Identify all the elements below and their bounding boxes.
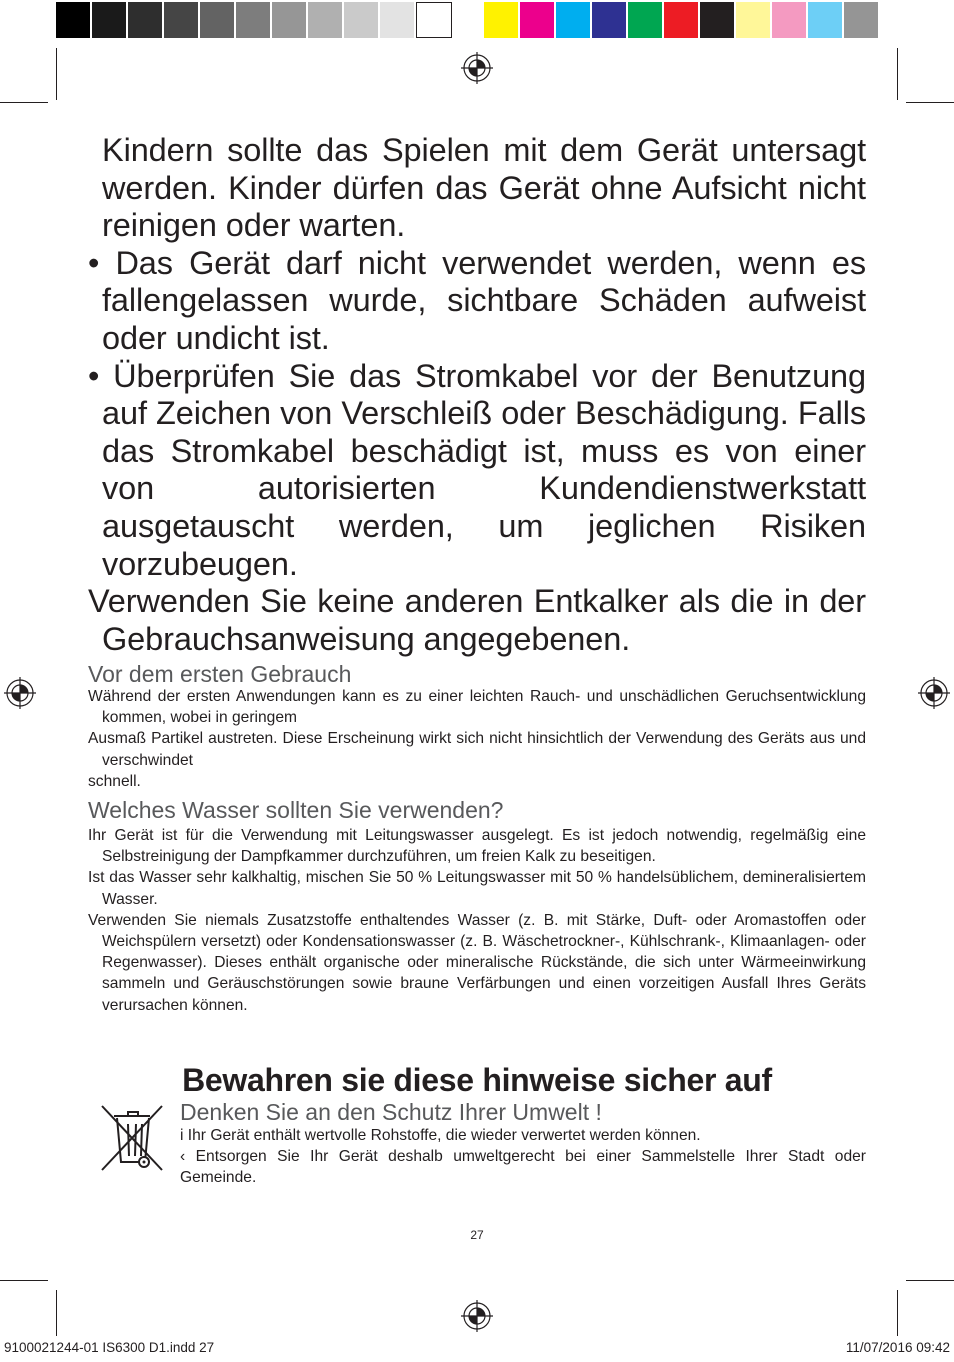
color-swatch: [556, 2, 592, 38]
crop-mark: [56, 1290, 57, 1336]
color-swatch: [484, 2, 520, 38]
color-swatch: [772, 2, 808, 38]
registration-mark-icon: [461, 52, 493, 84]
crop-mark: [897, 48, 898, 100]
body-paragraph: Verwenden Sie niemals Zusatzstoffe enthaltendes Wasser (z. B. mit Stärke, Duft- oder Aromastoffen oder Weichspülern versetzt) oder Kondensationswasser (z. B. Wäschetrockner-, Kühlschrank-, Klimaanlagen- oder Regenwasser). Dieses enthält organische oder mineralische Rückstände, die sich unter Wärmeeinwirkung sammeln und Geräuschstörungen sowie braune Verfärbungen und einen vorzeitigen Ausfall Ihres Geräts verursachen können.: [88, 911, 866, 1014]
gray-swatch: [416, 2, 452, 38]
section-body: [88, 686, 866, 792]
color-swatch: [844, 2, 880, 38]
registration-mark-icon: [4, 677, 36, 709]
gray-swatch: [164, 2, 200, 38]
body-paragraph: Während der ersten Anwendungen kann es zu einer leichten Rauch- und unschädlichen Geruchsentwicklung kommen, wobei in geringem: [88, 688, 866, 727]
instruction-paragraph: Kindern sollte das Spielen mit dem Gerät untersagt werden. Kinder dürfen das Gerät ohne Aufsicht nicht reinigen oder warten.: [102, 132, 866, 244]
crop-mark: [906, 102, 954, 103]
color-swatch: [736, 2, 772, 38]
color-swatch: [664, 2, 700, 38]
instruction-bullet: • Das Gerät darf nicht verwendet werden, wenn es fallengelassen wurde, sichtbare Schäden aufweist oder undicht ist.: [88, 244, 866, 356]
instruction-bullet: • Überprüfen Sie das Stromkabel vor der Benutzung auf Zeichen von Verschleiß oder Beschädigung. Falls das Stromkabel beschädigt ist, muss es von einer von autorisierten Kundendienstwerkstatt ausgetauscht werden, um jeglichen Risiken vorzubeugen.: [88, 357, 866, 582]
color-swatch: [808, 2, 844, 38]
environment-heading: Denken Sie an den Schutz Ihrer Umwelt !: [180, 1099, 602, 1125]
section-heading: Vor dem ersten Gebrauch: [88, 661, 352, 687]
gray-swatch: [56, 2, 92, 38]
crop-mark: [897, 1290, 898, 1336]
gray-swatch: [272, 2, 308, 38]
color-swatch: [520, 2, 556, 38]
gray-swatch: [308, 2, 344, 38]
color-bar: [484, 2, 880, 38]
gray-swatch: [200, 2, 236, 38]
grayscale-bar: [56, 2, 452, 38]
registration-mark-icon: [461, 1300, 493, 1332]
gray-swatch: [344, 2, 380, 38]
section-body: [88, 825, 866, 1016]
gray-swatch: [92, 2, 128, 38]
environment-line: i Ihr Gerät enthält wertvolle Rohstoffe, die wieder verwertet werden können.: [180, 1127, 701, 1144]
safety-instructions: [88, 132, 866, 658]
color-swatch: [592, 2, 628, 38]
crop-mark: [906, 1280, 954, 1281]
page-title: Bewahren sie diese hinweise sicher auf: [182, 1062, 772, 1098]
crossed-out-bin-icon: [100, 1104, 166, 1174]
page-number: 27: [470, 1228, 484, 1242]
file-slug: 9100021244-01 IS6300 D1.indd 27: [4, 1340, 215, 1355]
crop-mark: [0, 1280, 48, 1281]
instruction-paragraph: Verwenden Sie keine anderen Entkalker als die in der Gebrauchsanweisung angegebenen.: [88, 583, 866, 657]
registration-mark-icon: [918, 677, 950, 709]
crop-mark: [0, 102, 48, 103]
crop-mark: [56, 48, 57, 100]
environment-text: [180, 1125, 866, 1189]
environment-section: [180, 1099, 866, 1189]
body-paragraph: Ausmaß Partikel austreten. Diese Erscheinung wirkt sich nicht hinsichtlich der Verwendung des Geräts aus und verschwindet: [88, 730, 866, 769]
gray-swatch: [236, 2, 272, 38]
gray-swatch: [128, 2, 164, 38]
body-paragraph: Ihr Gerät ist für die Verwendung mit Leitungswasser ausgelegt. Es ist jedoch notwendig, regelmäßig eine Selbstreinigung der Dampfkammer durchzuführen, um freien Kalk zu beseitigen.: [88, 827, 866, 866]
date-slug: 11/07/2016 09:42: [845, 1340, 950, 1355]
section-heading: Welches Wasser sollten Sie verwenden?: [88, 797, 504, 823]
gray-swatch: [380, 2, 416, 38]
color-swatch: [628, 2, 664, 38]
color-swatch: [700, 2, 736, 38]
body-paragraph: schnell.: [88, 772, 141, 790]
body-paragraph: Ist das Wasser sehr kalkhaltig, mischen Sie 50 % Leitungswasser mit 50 % handelsüblichem, demineralisiertem Wasser.: [88, 869, 866, 908]
environment-line: ‹ Entsorgen Sie Ihr Gerät deshalb umweltgerecht bei einer Sammelstelle Ihrer Stadt oder Gemeinde.: [180, 1148, 866, 1187]
